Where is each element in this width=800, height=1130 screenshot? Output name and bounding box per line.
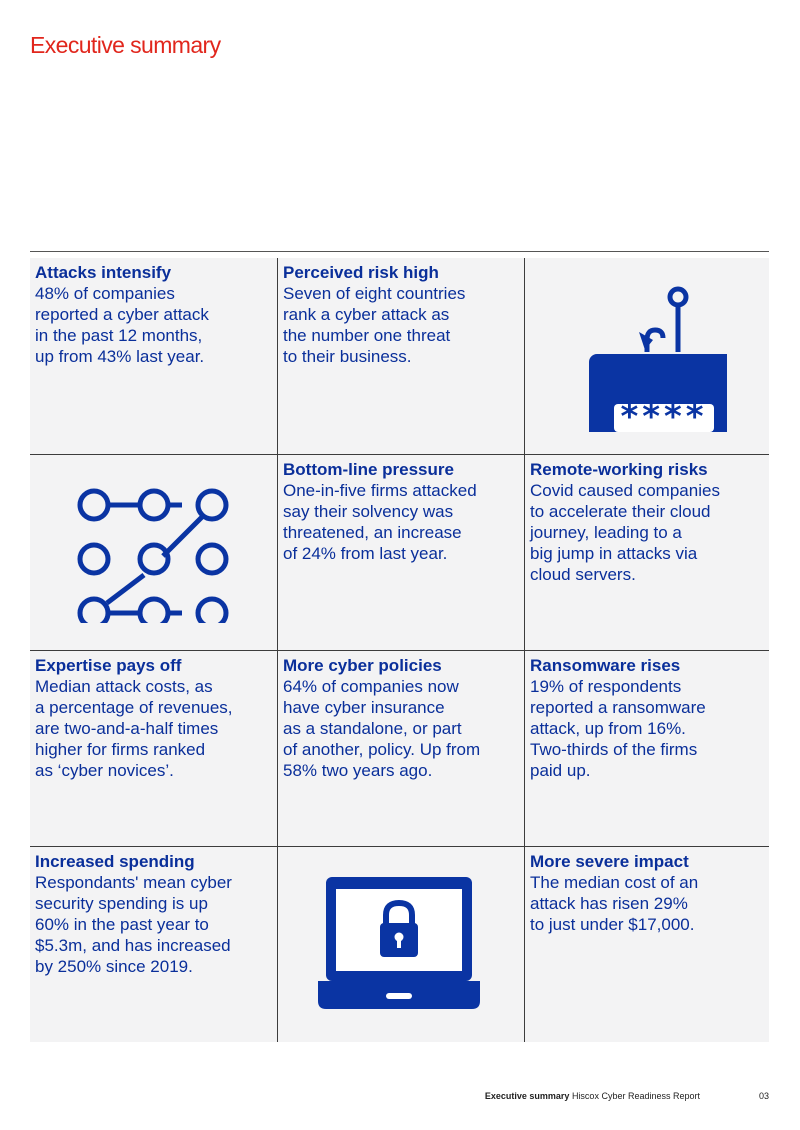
cell-more-cyber-policies: [277, 650, 524, 846]
summary-grid: [30, 258, 769, 1042]
cell-body: 64% of companies now have cyber insurance as a standalone, or part of another, policy. Up from 58% two years ago.: [283, 677, 481, 780]
cell-body: One-in-five firms attacked say their solvency was threatened, an increase of 24% from last year.: [283, 481, 477, 563]
cell-more-severe-impact: [524, 846, 769, 1042]
cell-heading: Perceived risk high: [283, 263, 439, 282]
cell-remote-working-risks: [524, 454, 769, 650]
cell-heading: Bottom-line pressure: [283, 460, 454, 479]
page-title: Executive summary: [30, 32, 221, 58]
page-number: 03: [758, 1091, 769, 1101]
cell-heading: Remote-working risks: [530, 460, 708, 479]
top-divider: [30, 251, 769, 252]
cell-heading: Increased spending: [35, 852, 195, 871]
cell-pattern-illustration: [30, 454, 277, 650]
cell-laptop-illustration: [277, 846, 524, 1042]
password-mask: ****: [620, 397, 708, 432]
cell-heading: Expertise pays off: [35, 656, 182, 675]
cell-body: Median attack costs, as a percentage of revenues, are two-and-a-half times higher for firms ranked as ‘cyber novices’.: [35, 677, 233, 780]
cell-heading: Ransomware rises: [530, 656, 681, 675]
cell-heading: Attacks intensify: [35, 263, 172, 282]
cell-body: Respondants' mean cyber security spending is up 60% in the past year to $5.3m, and has increased by 250% since 2019.: [35, 873, 232, 976]
phishing-password-icon: [567, 272, 727, 432]
laptop-lock-icon: [316, 875, 486, 1015]
cell-heading: More cyber policies: [283, 656, 442, 675]
cell-phishing-illustration: [524, 258, 769, 454]
footer-section: Executive summary: [484, 1091, 570, 1101]
cell-body: 19% of respondents reported a ransomware attack, up from 16%. Two-thirds of the firms paid up.: [530, 677, 706, 780]
cell-expertise-pays-off: [30, 650, 277, 846]
cell-body: 48% of companies reported a cyber attack in the past 12 months, up from 43% last year.: [35, 284, 209, 366]
cell-increased-spending: [30, 846, 277, 1042]
footer-running-title: [485, 1091, 700, 1101]
cell-body: The median cost of an attack has risen 29% to just under $17,000.: [530, 873, 699, 934]
cell-perceived-risk: [277, 258, 524, 454]
cell-attacks-intensify: [30, 258, 277, 454]
cell-body: Covid caused companies to accelerate their cloud journey, leading to a big jump in attacks via cloud servers.: [530, 481, 720, 584]
footer-report-name: Hiscox Cyber Readiness Report: [571, 1091, 700, 1101]
cell-ransomware-rises: [524, 650, 769, 846]
cell-body: Seven of eight countries rank a cyber attack as the number one threat to their business.: [283, 284, 466, 366]
cell-bottom-line-pressure: [277, 454, 524, 650]
cell-heading: More severe impact: [530, 852, 689, 871]
pattern-lock-icon: [74, 483, 234, 623]
